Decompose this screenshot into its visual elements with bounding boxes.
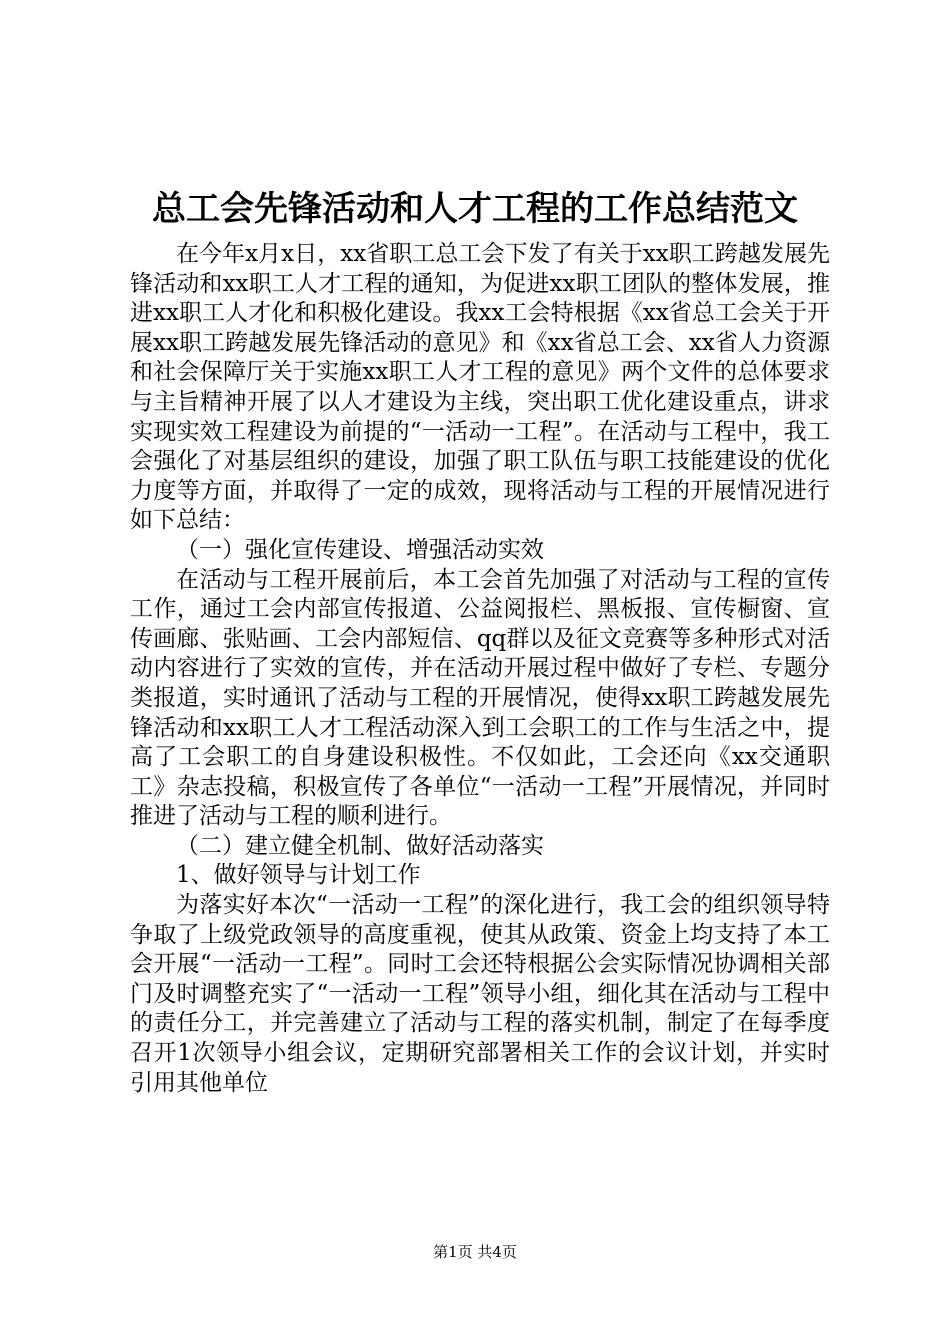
document-title: 总工会先锋活动和人才工程的工作总结范文 [152, 189, 798, 229]
subsection-heading-1: 1、做好领导与计划工作 [176, 862, 421, 889]
paragraph-publicity: 在活动与工程开展前后，本工会首先加强了对活动与工程的宣传工作，通过工会内部宣传报道、公益阅报栏、黑板报、宣传橱窗、宣传画廊、张贴画、工会内部短信、qq群以及征文竞赛等多种形式对活动内容进行了实效的宣传，并在活动开展过程中做好了专栏、专题分类报道，实时通讯了活动与工程的开展情况，使得xx职工跨越发展先锋活动和xx职工人才工程活动深入到工会职工的工作与生活之中，提高了工会职工的自身建设积极性。不仅如此，工会还向《xx交通职工》杂志投稿，积极宣传了各单位“一活动一工程”开展情况，并同时推进了活动与工程的顺利进行。 [130, 566, 830, 830]
section-heading-1: （一）强化宣传建设、增强活动实效 [176, 536, 544, 563]
paragraph-intro: 在今年x月x日，xx省职工总工会下发了有关于xx职工跨越发展先锋活动和xx职工人才工程的通知，为促进xx职工团队的整体发展，推进xx职工人才化和积极化建设。我xx工会特根据《xx省总工会关于开展xx职工跨越发展先锋活动的意见》和《xx省总工会、xx省人力资源和社会保障厅关于实施xx职工人才工程的意见》两个文件的总体要求与主旨精神开展了以人才建设为主线，突出职工优化建设重点，讲求实现实效工程建设为前提的“一活动一工程”。在活动与工程中，我工会强化了对基层组织的建设，加强了职工队伍与职工技能建设的优化力度等方面，并取得了一定的成效，现将活动与工程的开展情况进行如下总结： [130, 241, 830, 534]
paragraph-leadership: 为落实好本次“一活动一工程”的深化进行，我工会的组织领导特争取了上级党政领导的高度重视，使其从政策、资金上均支持了本工会开展“一活动一工程”。同时工会还特根据公会实际情况协调相关部门及时调整充实了“一活动一工程”领导小组，细化其在活动与工程中的责任分工，并完善建立了活动与工程的落实机制，制定了在每季度召开1次领导小组会议，定期研究部署相关工作的会议计划，并实时引用其他单位 [130, 892, 830, 1096]
page-number-footer: 第1页 共4页 [433, 1243, 517, 1261]
document-body [130, 240, 830, 1098]
section-heading-2: （二）建立健全机制、做好活动落实 [176, 832, 544, 859]
